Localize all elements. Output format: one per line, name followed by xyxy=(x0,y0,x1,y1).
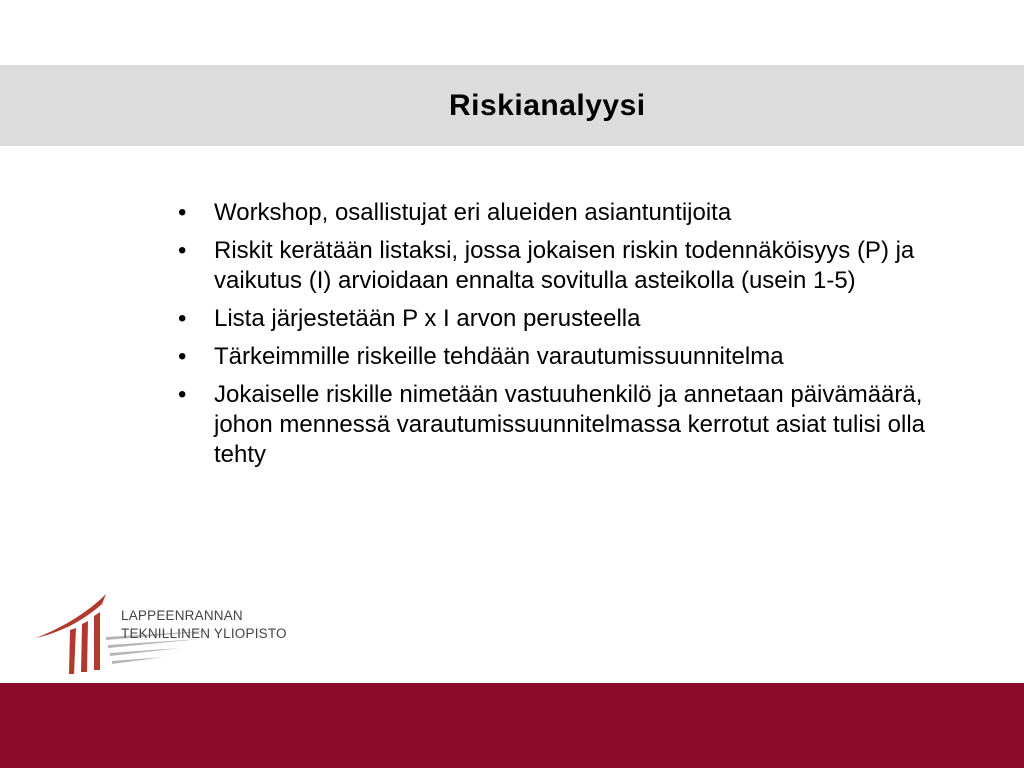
bullet-marker: • xyxy=(178,305,187,332)
bullet-text: Tärkeimmille riskeille tehdään varautumissuunnitelma xyxy=(214,343,784,370)
footer-band xyxy=(0,683,1024,768)
bullet-item xyxy=(176,198,976,228)
bullet-item xyxy=(176,304,976,334)
bullet-text: Riskit kerätään listaksi, jossa jokaisen riskin todennäköisyys (P) ja vaikutus (I) arvioidaan ennalta sovitulla asteikolla (usein 1-5) xyxy=(214,237,915,294)
bullet-text: Jokaiselle riskille nimetään vastuuhenkilö ja annetaan päivämäärä, johon mennessä varautumissuunnitelmassa kerrotut asiat tulisi olla tehty xyxy=(214,381,926,468)
bullet-marker: • xyxy=(178,381,187,408)
bullet-marker: • xyxy=(178,199,187,226)
logo-gray-stroke xyxy=(112,657,164,664)
logo-wordmark xyxy=(121,607,287,643)
logo-red-pillar xyxy=(69,628,76,674)
bullet-text: Workshop, osallistujat eri alueiden asiantuntijoita xyxy=(214,199,732,226)
bullet-list xyxy=(176,198,976,478)
logo-red-pillar xyxy=(81,621,88,672)
bullet-text: Lista järjestetään P x I arvon perusteella xyxy=(214,305,641,332)
slide-title: Riskianalyysi xyxy=(449,89,646,122)
logo-line-2: TEKNILLINEN YLIOPISTO xyxy=(121,626,287,641)
logo-red-pillar xyxy=(94,612,100,670)
bullet-marker: • xyxy=(178,343,187,370)
bullet-item xyxy=(176,380,976,470)
bullet-marker: • xyxy=(178,237,187,264)
logo-gray-stroke xyxy=(110,648,181,656)
logo-line-1: LAPPEENRANNAN xyxy=(121,608,243,623)
bullet-item xyxy=(176,342,976,372)
bullet-item xyxy=(176,236,976,296)
